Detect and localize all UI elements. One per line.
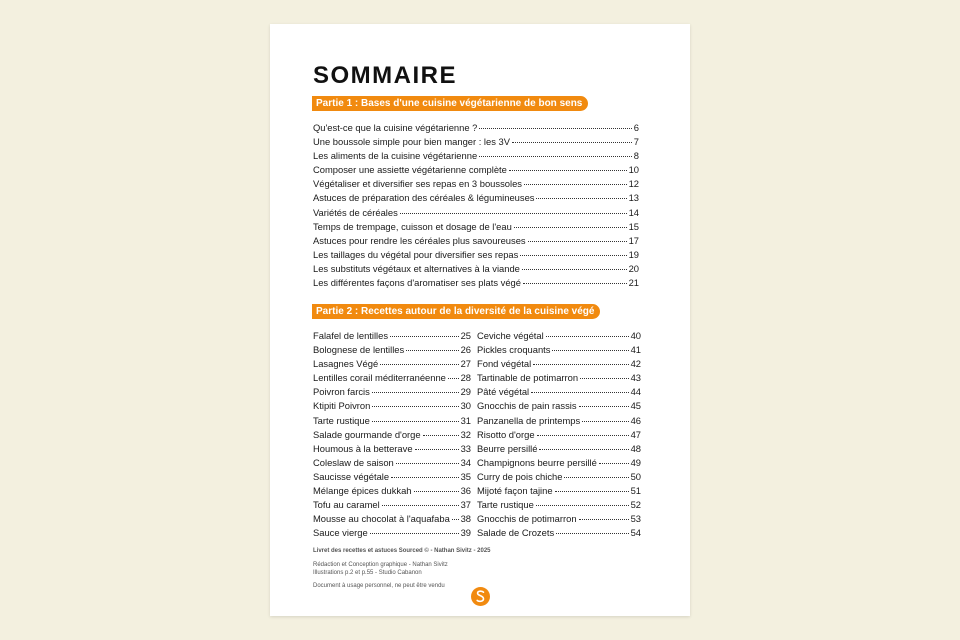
page-title: SOMMAIRE <box>313 62 457 89</box>
toc-entry-label: Composer une assiette végétarienne complète <box>313 164 507 176</box>
toc-entry <box>477 484 641 498</box>
toc-entry-label: Coleslaw de saison <box>313 456 394 468</box>
toc-entry <box>313 484 471 498</box>
part2-heading: Partie 2 : Recettes autour de la diversité de la cuisine végé <box>312 304 600 319</box>
toc-leader-dots <box>564 469 628 478</box>
toc-entry-page: 12 <box>628 178 639 190</box>
toc-entry-page: 50 <box>630 470 641 482</box>
toc-entry-page: 33 <box>460 442 471 454</box>
toc-leader-dots <box>556 525 628 534</box>
toc-entry <box>477 526 641 540</box>
toc-entry <box>313 220 639 234</box>
toc-entry-page: 26 <box>460 344 471 356</box>
toc-leader-dots <box>514 219 627 228</box>
toc-entry-label: Bolognese de lentilles <box>313 344 405 356</box>
toc-entry-page: 44 <box>630 386 641 398</box>
toc-leader-dots <box>522 261 627 270</box>
toc-entry-label: Salade de Crozets <box>477 527 555 539</box>
footer-illustrations: Illustrations p.2 et p.55 - Studio Cabanon <box>313 570 422 576</box>
toc-leader-dots <box>582 413 628 422</box>
toc-entry-page: 52 <box>630 499 641 511</box>
toc-entry-page: 40 <box>630 330 641 341</box>
toc-entry-page: 10 <box>628 164 639 176</box>
toc-entry <box>477 456 641 470</box>
toc-entry <box>313 526 471 540</box>
toc-entry-page: 48 <box>630 442 641 454</box>
toc-entry-page: 8 <box>633 150 639 162</box>
toc-leader-dots <box>370 525 459 534</box>
toc-entry-label: Les différentes façons d'aromatiser ses plats végé <box>313 277 521 289</box>
toc-entry-page: 20 <box>628 262 639 274</box>
toc-entry <box>477 399 641 413</box>
toc-entry <box>313 428 471 442</box>
toc-entry <box>313 163 639 177</box>
toc-leader-dots <box>396 455 459 464</box>
toc-entry-label: Tarte rustique <box>313 414 370 426</box>
toc-entry <box>313 329 471 343</box>
toc-entry-label: Risotto d'orge <box>477 428 535 440</box>
toc-entry-label: Panzanella de printemps <box>477 414 581 426</box>
toc-entry <box>313 262 639 276</box>
toc-entry-label: Tartinable de potimarron <box>477 372 579 384</box>
toc-entry-page: 34 <box>460 456 471 468</box>
toc-entry-label: Ktipiti Poivron <box>313 400 371 412</box>
toc-entry-page: 6 <box>633 122 639 133</box>
toc-entry <box>313 149 639 163</box>
toc-entry-page: 28 <box>460 372 471 384</box>
toc-entry-label: Gnocchis de potimarron <box>477 513 577 525</box>
toc-entry-label: Variétés de céréales <box>313 206 398 218</box>
toc-leader-dots <box>372 384 459 393</box>
toc-leader-dots <box>509 162 627 171</box>
toc-leader-dots <box>415 441 459 450</box>
toc-leader-dots <box>523 275 627 284</box>
toc-entry <box>313 206 639 220</box>
toc-entry-label: Gnocchis de pain rassis <box>477 400 577 412</box>
toc-entry <box>313 399 471 413</box>
toc-entry <box>477 498 641 512</box>
toc-leader-dots <box>479 120 631 129</box>
toc-entry-label: Lasagnes Végé <box>313 358 379 370</box>
toc-entry-page: 25 <box>460 330 471 341</box>
sourced-logo-icon <box>471 587 490 606</box>
toc-leader-dots <box>520 247 626 256</box>
toc-entry-label: Beurre persillé <box>477 442 538 454</box>
toc-leader-dots <box>531 384 628 393</box>
toc-leader-dots <box>406 342 458 351</box>
toc-leader-dots <box>579 398 629 407</box>
toc-entry-page: 42 <box>630 358 641 370</box>
toc-entry-page: 51 <box>630 485 641 497</box>
toc-entry-label: Mousse au chocolat à l'aquafaba <box>313 513 450 525</box>
toc-entry <box>477 414 641 428</box>
toc-entry-page: 41 <box>630 344 641 356</box>
toc-entry-label: Curry de pois chiche <box>477 470 563 482</box>
toc-leader-dots <box>555 483 629 492</box>
toc-entry-label: Les aliments de la cuisine végétarienne <box>313 150 478 162</box>
toc-leader-dots <box>372 398 458 407</box>
toc-leader-dots <box>536 190 626 199</box>
toc-entry <box>313 135 639 149</box>
toc-entry <box>313 357 471 371</box>
footer-design: Rédaction et Conception graphique - Nathan Sivitz <box>313 562 448 568</box>
toc-entry-page: 15 <box>628 220 639 232</box>
toc-entry-label: Les taillages du végétal pour diversifier ses repas <box>313 248 519 260</box>
toc-entry-label: Falafel de lentilles <box>313 330 389 341</box>
toc-entry <box>313 343 471 357</box>
toc-leader-dots <box>580 370 628 379</box>
toc-entry-page: 54 <box>630 527 641 539</box>
toc-leader-dots <box>599 455 629 464</box>
toc-entry-page: 17 <box>628 234 639 246</box>
toc-entry <box>313 121 639 135</box>
toc-entry-page: 29 <box>460 386 471 398</box>
toc-entry-label: Pâté végétal <box>477 386 530 398</box>
toc-entry-page: 27 <box>460 358 471 370</box>
toc-entry <box>313 248 639 262</box>
toc-leader-dots <box>372 413 459 422</box>
toc-entry-label: Champignons beurre persillé <box>477 456 597 468</box>
footer-usage: Document à usage personnel, ne peut être vendu <box>313 583 445 589</box>
toc-entry <box>477 329 641 343</box>
toc-entry-label: Les substituts végétaux et alternatives à la viande <box>313 262 520 274</box>
toc-leader-dots <box>539 441 628 450</box>
toc-entry-page: 45 <box>630 400 641 412</box>
toc-entry <box>477 512 641 526</box>
toc-entry-label: Sauce vierge <box>313 527 368 539</box>
toc-entry <box>477 357 641 371</box>
toc-leader-dots <box>579 511 629 520</box>
toc-entry-label: Lentilles corail méditerranéenne <box>313 372 446 384</box>
toc-entry-page: 49 <box>630 456 641 468</box>
toc-entry-label: Astuces pour rendre les céréales plus savoureuses <box>313 234 526 246</box>
part2-toc-left <box>313 329 471 540</box>
toc-leader-dots <box>400 205 627 214</box>
toc-entry-page: 46 <box>630 414 641 426</box>
toc-entry-label: Qu'est-ce que la cuisine végétarienne ? <box>313 122 478 133</box>
toc-leader-dots <box>512 134 632 143</box>
toc-entry-page: 38 <box>460 513 471 525</box>
document-page <box>270 24 690 616</box>
toc-leader-dots <box>414 483 459 492</box>
toc-entry-label: Végétaliser et diversifier ses repas en 3 boussoles <box>313 178 522 190</box>
toc-leader-dots <box>533 356 628 365</box>
part1-toc <box>313 121 639 290</box>
toc-entry-page: 13 <box>628 192 639 204</box>
toc-entry <box>477 385 641 399</box>
toc-entry-page: 37 <box>460 499 471 511</box>
toc-entry-page: 32 <box>460 428 471 440</box>
toc-entry-label: Houmous à la betterave <box>313 442 413 454</box>
toc-entry-label: Mijoté façon tajine <box>477 485 553 497</box>
toc-entry <box>313 456 471 470</box>
toc-leader-dots <box>528 233 627 242</box>
toc-entry-label: Salade gourmande d'orge <box>313 428 421 440</box>
toc-entry <box>477 371 641 385</box>
toc-entry-page: 30 <box>460 400 471 412</box>
toc-leader-dots <box>546 328 629 337</box>
toc-leader-dots <box>382 497 459 506</box>
toc-entry <box>313 470 471 484</box>
toc-entry <box>313 442 471 456</box>
toc-leader-dots <box>390 328 459 337</box>
toc-entry <box>313 371 471 385</box>
footer-credits: Livret des recettes et astuces Sourced © - Nathan Sivitz - 2025 <box>313 548 491 554</box>
toc-entry-page: 7 <box>633 136 639 148</box>
toc-entry <box>477 442 641 456</box>
toc-entry-label: Mélange épices dukkah <box>313 485 412 497</box>
toc-entry <box>477 470 641 484</box>
toc-entry-label: Tarte rustique <box>477 499 534 511</box>
toc-entry <box>313 414 471 428</box>
toc-leader-dots <box>391 469 458 478</box>
toc-entry <box>477 428 641 442</box>
toc-leader-dots <box>552 342 628 351</box>
toc-entry-page: 47 <box>630 428 641 440</box>
toc-entry-label: Temps de trempage, cuisson et dosage de l'eau <box>313 220 512 232</box>
toc-entry-page: 35 <box>460 470 471 482</box>
toc-leader-dots <box>536 497 629 506</box>
toc-entry-label: Poivron farcis <box>313 386 370 398</box>
part2-toc-right <box>477 329 641 540</box>
toc-entry-label: Une boussole simple pour bien manger : les 3V <box>313 136 510 148</box>
toc-entry <box>313 276 639 290</box>
toc-leader-dots <box>448 370 459 379</box>
toc-entry-label: Fond végétal <box>477 358 532 370</box>
toc-entry-label: Astuces de préparation des céréales & légumineuses <box>313 192 535 204</box>
toc-entry <box>313 385 471 399</box>
toc-entry <box>313 234 639 248</box>
toc-entry <box>313 512 471 526</box>
part1-heading: Partie 1 : Bases d'une cuisine végétarienne de bon sens <box>312 96 588 111</box>
toc-leader-dots <box>524 176 627 185</box>
toc-entry-page: 14 <box>628 206 639 218</box>
toc-entry <box>477 343 641 357</box>
toc-entry <box>313 498 471 512</box>
toc-entry-page: 19 <box>628 248 639 260</box>
toc-entry-page: 39 <box>460 527 471 539</box>
toc-leader-dots <box>423 427 459 436</box>
toc-entry-label: Ceviche végétal <box>477 330 544 341</box>
toc-entry-label: Pickles croquants <box>477 344 551 356</box>
toc-entry <box>313 177 639 191</box>
toc-entry <box>313 191 639 205</box>
toc-entry-page: 53 <box>630 513 641 525</box>
toc-entry-page: 21 <box>628 277 639 289</box>
toc-leader-dots <box>452 511 459 520</box>
toc-entry-page: 36 <box>460 485 471 497</box>
toc-entry-page: 31 <box>460 414 471 426</box>
toc-leader-dots <box>537 427 629 436</box>
toc-entry-page: 43 <box>630 372 641 384</box>
toc-entry-label: Tofu au caramel <box>313 499 380 511</box>
toc-leader-dots <box>479 148 632 157</box>
toc-leader-dots <box>380 356 458 365</box>
toc-entry-label: Saucisse végétale <box>313 470 390 482</box>
